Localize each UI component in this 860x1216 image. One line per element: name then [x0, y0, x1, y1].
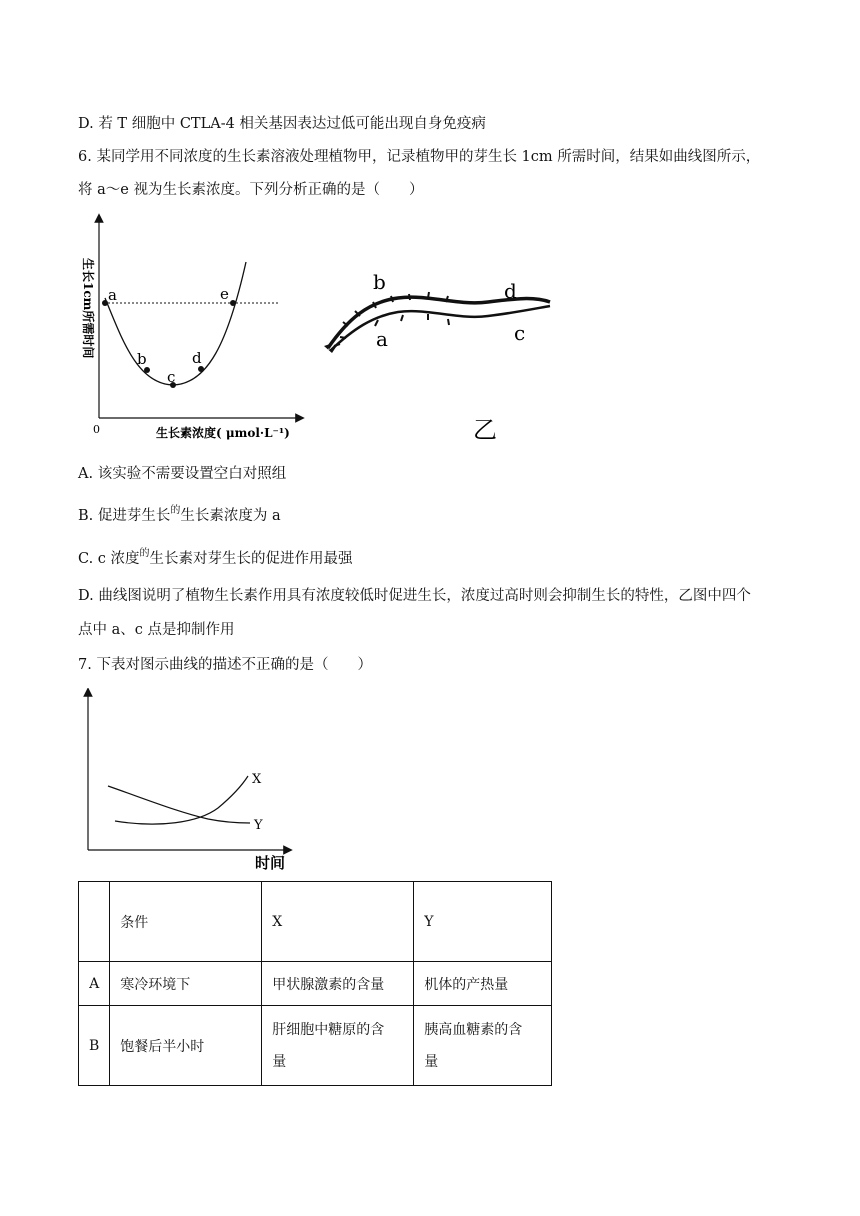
q6-option-c: C. c 浓度$^的$生长素对芽生长的促进作用最强: [78, 548, 353, 567]
table-cell: B: [79, 1006, 110, 1086]
q6-bud-label-a: a: [376, 327, 388, 351]
table-cell: 胰高血糖素的含 量: [414, 1006, 552, 1086]
q7-label-y: Y: [254, 818, 263, 833]
table-header-cell: Y: [414, 882, 552, 962]
table-header-cell: 条件: [110, 882, 262, 962]
q6-y-label: 生长1cm所需时间: [81, 258, 95, 359]
q6-growth-curve: [105, 262, 246, 385]
q7-curve-x: [115, 776, 248, 824]
q6-label-e: e: [220, 285, 229, 303]
table-header-cell: [79, 882, 110, 962]
table-cell: 饱餐后半小时: [110, 1006, 262, 1086]
q7-x-label: 时间: [255, 854, 286, 872]
table-header-cell: X: [262, 882, 414, 962]
q6-option-b: B. 促进芽生长$^的$生长素浓度为 a: [78, 505, 281, 524]
q6-option-d-line2: 点中 a、c 点是抑制作用: [78, 622, 235, 638]
q6-option-a: A. 该实验不需要设置空白对照组: [78, 466, 287, 482]
q6-label-c: c: [167, 368, 176, 386]
q6-figure-bud: [318, 264, 558, 444]
table-row: [79, 1006, 552, 1086]
table-cell: 机体的产热量: [414, 962, 552, 1006]
q6-point-e: [230, 300, 236, 306]
q6-label-a: a: [108, 286, 117, 304]
q7-figure-curves: [78, 688, 300, 872]
q7-table: [78, 881, 552, 1086]
q6-stem-line1: 6. 某同学用不同浓度的生长素溶液处理植物甲，记录植物甲的芽生长 1cm 所需时间，结果如曲线图所示，: [78, 149, 761, 165]
q6-bud-label-c: c: [514, 321, 526, 345]
q7-stem: 7. 下表对图示曲线的描述不正确的是（ ）: [78, 657, 372, 673]
table-cell: 肝细胞中糖原的含 量: [262, 1006, 414, 1086]
q6-option-d-line1: D. 曲线图说明了植物生长素作用具有浓度较低时促进生长，浓度过高时则会抑制生长的特性，乙图中四个: [78, 588, 751, 604]
q6-figure-curve: [78, 212, 310, 448]
q6-x-label: 生长素浓度( μmol·L⁻¹): [156, 426, 290, 440]
q6-origin: 0: [93, 423, 100, 436]
q5-option-d: D. 若 T 细胞中 CTLA-4 相关基因表达过低可能出现自身免疫病: [78, 116, 486, 132]
q6-bud-label-d: d: [504, 279, 517, 303]
table-header-row: [79, 882, 552, 962]
table-cell: 寒冷环境下: [110, 962, 262, 1006]
q6-bud-label-b: b: [373, 270, 386, 294]
table-cell: A: [79, 962, 110, 1006]
q7-curve-y: [108, 786, 250, 823]
q7-label-x: X: [252, 772, 262, 787]
table-cell: 甲状腺激素的含量: [262, 962, 414, 1006]
table-row: [79, 962, 552, 1006]
q6-bud-caption: 乙: [473, 416, 497, 444]
q6-label-d: d: [192, 349, 202, 367]
q6-stem-line2: 将 a～e 视为生长素浓度。下列分析正确的是（ ）: [78, 182, 424, 198]
q6-label-b: b: [137, 350, 147, 368]
